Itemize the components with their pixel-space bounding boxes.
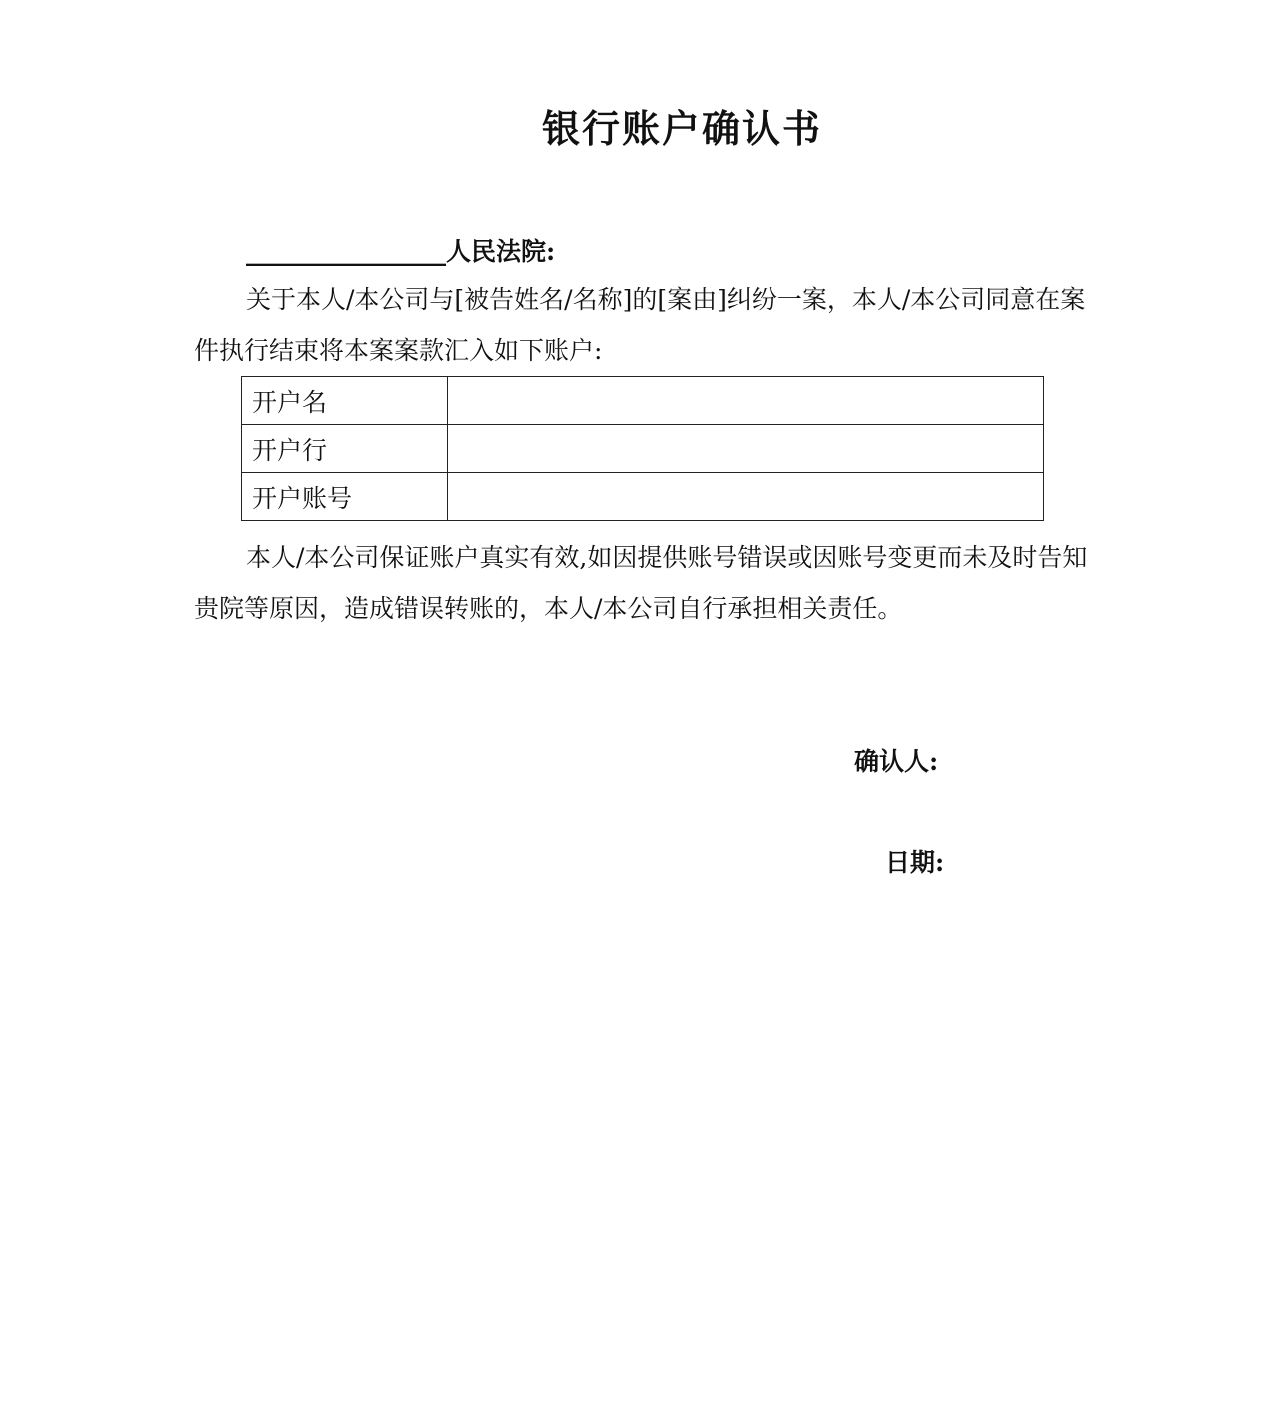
date-label: 日期:	[885, 848, 945, 877]
bank-name-field[interactable]	[448, 425, 1044, 473]
account-name-label: 开户名	[242, 377, 448, 425]
account-name-field[interactable]	[448, 377, 1044, 425]
confirmer-label: 确认人:	[854, 747, 939, 776]
document-title: 银行账户确认书	[541, 106, 822, 151]
bank-name-label: 开户行	[242, 425, 448, 473]
liability-paragraph: 本人/本公司保证账户真实有效,如因提供账号错误或因账号变更而未及时告知贵院等原因，造成错误转账的，本人/本公司自行承担相关责任。	[194, 543, 1088, 623]
table-row	[242, 377, 1044, 425]
account-number-field[interactable]	[448, 473, 1044, 521]
table-row	[242, 425, 1044, 473]
statement-paragraph: 关于本人/本公司与[被告姓名/名称]的[案由]纠纷一案，本人/本公司同意在案件执行结束将本案案款汇入如下账户:	[194, 285, 1086, 365]
account-table	[241, 376, 1044, 521]
court-addressee: ________________人民法院:	[246, 237, 556, 266]
table-row	[242, 473, 1044, 521]
account-number-label: 开户账号	[242, 473, 448, 521]
